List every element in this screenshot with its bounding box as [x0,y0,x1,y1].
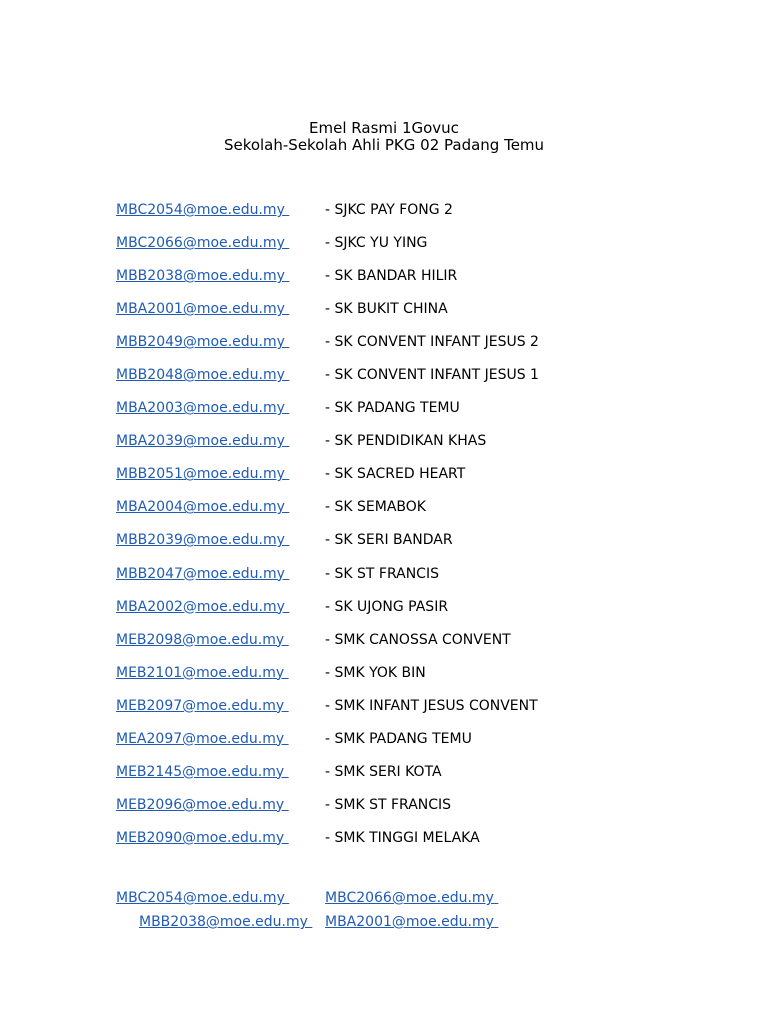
email-link[interactable]: MBA2002@moe.edu.my [116,598,290,615]
school-name: - SMK ST FRANCIS [325,796,452,813]
list-item [116,697,676,730]
email-link[interactable]: MBB2049@moe.edu.my [116,334,290,351]
school-name: - SMK TINGGI MELAKA [325,829,480,846]
list-item [116,465,676,498]
footer-email-link[interactable]: MBC2054@moe.edu.my [116,890,290,906]
list-item [116,796,676,829]
school-name: - SK CONVENT INFANT JESUS 2 [325,334,539,351]
document-title: Emel Rasmi 1Govuc [309,119,459,137]
school-name: - SK CONVENT INFANT JESUS 1 [325,367,539,384]
list-item [116,267,676,300]
school-name: - SMK INFANT JESUS CONVENT [325,697,538,714]
email-link[interactable]: MBB2039@moe.edu.my [116,532,290,549]
school-name: - SMK PADANG TEMU [325,730,472,747]
footer-email-link[interactable]: MBC2066@moe.edu.my [325,890,499,906]
footer-email-link[interactable]: MBA2001@moe.edu.my [325,914,499,930]
school-name: - SK SERI BANDAR [325,532,453,549]
list-item [116,300,676,333]
school-name: - SMK YOK BIN [325,664,426,681]
list-item [116,598,676,631]
email-link[interactable]: MBC2054@moe.edu.my [116,202,290,218]
email-link[interactable]: MEB2098@moe.edu.my [116,631,289,648]
list-item [116,531,676,564]
school-name: - SK SEMABOK [325,499,426,516]
email-link[interactable]: MEB2096@moe.edu.my [116,796,289,813]
email-list [116,201,676,862]
list-item [116,631,676,664]
email-link[interactable]: MBA2039@moe.edu.my [116,433,290,450]
email-link[interactable]: MEB2101@moe.edu.my [116,664,289,681]
email-link[interactable]: MBA2003@moe.edu.my [116,400,290,417]
list-item [116,498,676,531]
list-item [116,333,676,366]
email-link[interactable]: MBB2038@moe.edu.my [116,268,290,285]
list-item [116,399,676,432]
list-item [116,201,676,234]
school-name: - SK PADANG TEMU [325,400,460,417]
email-link[interactable]: MBC2066@moe.edu.my [116,235,290,252]
document-subtitle: Sekolah-Sekolah Ahli PKG 02 Padang Temu [223,136,545,154]
school-name: - SMK CANOSSA CONVENT [325,631,511,648]
list-item [116,366,676,399]
school-name: - SJKC YU YING [325,235,428,252]
email-link[interactable]: MEB2090@moe.edu.my [116,829,289,846]
email-link[interactable]: MEB2097@moe.edu.my [116,697,289,714]
school-name: - SK SACRED HEART [325,466,466,483]
school-name: - SK BUKIT CHINA [325,301,448,318]
school-name: - SK UJONG PASIR [325,598,449,615]
email-link[interactable]: MBB2051@moe.edu.my [116,466,290,483]
email-link[interactable]: MBA2001@moe.edu.my [116,301,290,318]
email-link[interactable]: MEB2145@moe.edu.my [116,763,289,780]
email-link[interactable]: MBB2047@moe.edu.my [116,565,290,582]
list-item [116,829,676,862]
list-item [116,565,676,598]
footer-email-link[interactable]: MBB2038@moe.edu.my [139,914,313,930]
email-link[interactable]: MEA2097@moe.edu.my [116,730,289,747]
email-link[interactable]: MBB2048@moe.edu.my [116,367,290,384]
school-name: - SK BANDAR HILIR [325,268,458,285]
list-item [116,234,676,267]
list-item [116,730,676,763]
email-link[interactable]: MBA2004@moe.edu.my [116,499,290,516]
school-name: - SMK SERI KOTA [325,763,442,780]
list-item [116,664,676,697]
school-name: - SJKC PAY FONG 2 [325,202,453,218]
list-item [116,763,676,796]
school-name: - SK ST FRANCIS [325,565,439,582]
list-item [116,432,676,465]
school-name: - SK PENDIDIKAN KHAS [325,433,487,450]
